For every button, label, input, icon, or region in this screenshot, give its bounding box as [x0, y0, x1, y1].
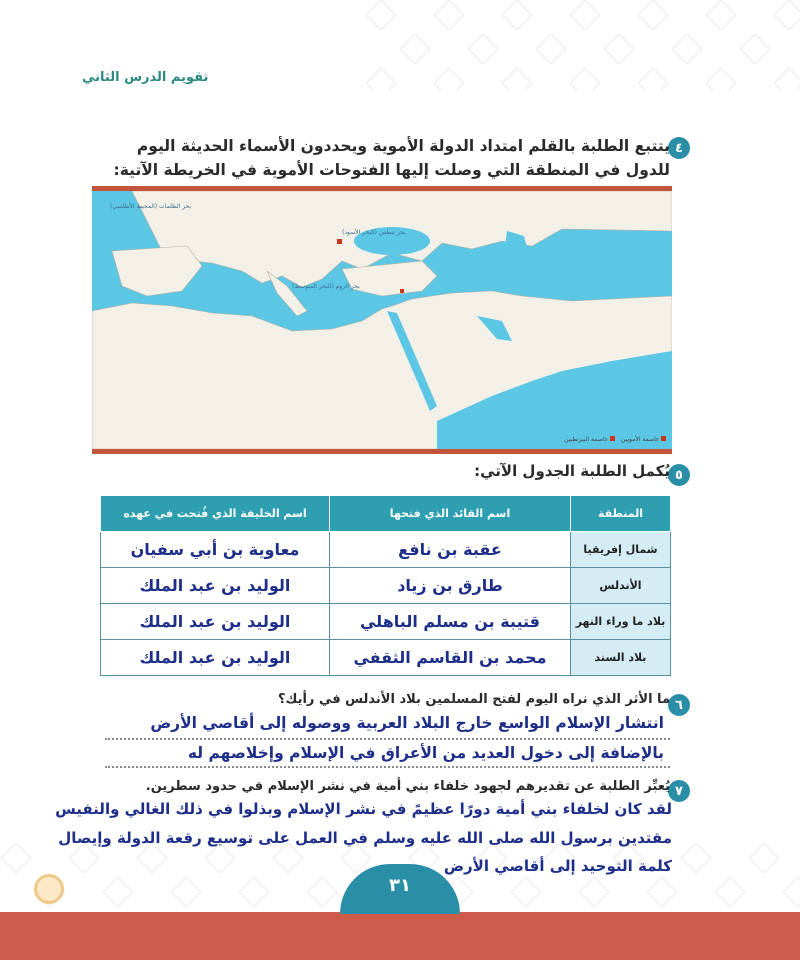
q6-answer-line-1[interactable]: انتشار الإسلام الواسع خارج البلاد العربية ووصوله إلى أقاصي الأرض — [150, 714, 664, 732]
page-number: ٣١ — [340, 864, 460, 914]
pattern-diamond — [102, 876, 133, 907]
legend-umayyad: عاصمة الأمويين — [620, 436, 660, 443]
caliph-cell[interactable]: معاوية بن أبي سفيان — [101, 532, 330, 568]
decorative-pattern-top — [360, 0, 800, 90]
publisher-logo-icon — [34, 874, 64, 904]
pattern-diamond — [272, 842, 303, 873]
question-7-text: يُعبِّر الطلبة عن تقديرهم لجهود خلفاء بني أمية في نشر الإسلام في حدود سطرين. — [145, 779, 670, 794]
pattern-diamond — [170, 876, 201, 907]
question-4-text: يتتبع الطلبة بالقلم امتداد الدولة الأموية ويحددون الأسماء الحديثة اليوم للدول في المنطقة التي وصلت إليها الفتوحات الأموية في الخريطة الآتية: — [113, 137, 670, 179]
question-6-number: ٦ — [668, 694, 690, 716]
pattern-diamond — [680, 842, 711, 873]
pattern-diamond — [782, 876, 800, 907]
atlantic-label: بحر الظلمات (المحيط الأطلسي) — [110, 203, 192, 210]
pattern-diamond — [204, 842, 235, 873]
pattern-diamond — [68, 842, 99, 873]
header-leader: اسم القائد الذي فتحها — [329, 496, 570, 532]
caliph-cell[interactable]: الوليد بن عبد الملك — [101, 568, 330, 604]
pattern-diamond — [535, 33, 566, 64]
leader-cell[interactable]: قتيبة بن مسلم الباهلي — [329, 604, 570, 640]
map-legend — [564, 436, 666, 443]
table-header-row — [101, 496, 671, 532]
pattern-diamond — [238, 876, 269, 907]
question-4-number: ٤ — [668, 137, 690, 159]
pattern-diamond — [748, 842, 779, 873]
pattern-diamond — [739, 33, 770, 64]
q6-answer-line-2[interactable]: بالإضافة إلى دخول العديد من الأعراق في الإسلام وإخلاصهم له — [187, 744, 664, 762]
table-row — [101, 640, 671, 676]
byzantine-capital-marker — [337, 239, 342, 244]
pattern-diamond — [773, 67, 800, 90]
pattern-diamond — [433, 0, 464, 31]
pattern-diamond — [603, 33, 634, 64]
conquests-table — [100, 495, 671, 676]
leader-cell[interactable]: محمد بن القاسم الثقفي — [329, 640, 570, 676]
pattern-diamond — [705, 0, 736, 31]
q7-answer-line-1[interactable]: لقد كان لخلفاء بني أمية دورًا عظيمً في نشر الإسلام وبذلوا في ذلك الغالي والنفيس — [55, 800, 672, 818]
pattern-diamond — [510, 876, 541, 907]
answer-line-1 — [105, 738, 670, 740]
legend-umayyad-swatch — [661, 436, 666, 441]
header-region: المنطقة — [571, 496, 671, 532]
table-row — [101, 532, 671, 568]
black-sea-label: بحر نيطس (البحر الأسود) — [342, 229, 406, 236]
pattern-diamond — [501, 0, 532, 31]
pattern-diamond — [365, 0, 396, 31]
pattern-diamond — [646, 876, 677, 907]
lesson-title: تقويم الدرس الثاني — [82, 70, 209, 85]
pattern-diamond — [467, 33, 498, 64]
leader-cell[interactable]: طارق بن زياد — [329, 568, 570, 604]
region-cell: الأندلس — [571, 568, 671, 604]
legend-byzantine-swatch — [610, 436, 615, 441]
caliph-cell[interactable]: الوليد بن عبد الملك — [101, 604, 330, 640]
region-cell: بلاد ما وراء النهر — [571, 604, 671, 640]
pattern-diamond — [306, 876, 337, 907]
pattern-diamond — [671, 33, 702, 64]
q7-answer-line-3[interactable]: كلمة التوحيد إلى أقاصي الأرض — [443, 857, 672, 875]
pattern-diamond — [501, 67, 532, 90]
pattern-diamond — [399, 33, 430, 64]
pattern-diamond — [637, 0, 668, 31]
region-cell: بلاد السند — [571, 640, 671, 676]
pattern-diamond — [136, 842, 167, 873]
pattern-diamond — [773, 0, 800, 31]
question-5-text: يُكمل الطلبة الجدول الآتي: — [474, 462, 670, 480]
table-row — [101, 568, 671, 604]
header-caliph: اسم الخليفة الذي فُتحت في عهده — [101, 496, 330, 532]
pattern-diamond — [705, 67, 736, 90]
answer-line-2 — [105, 766, 670, 768]
leader-cell[interactable]: عقبة بن نافع — [329, 532, 570, 568]
question-7-number: ٧ — [668, 780, 690, 802]
caliph-cell[interactable]: الوليد بن عبد الملك — [101, 640, 330, 676]
pattern-diamond — [433, 67, 464, 90]
pattern-diamond — [569, 0, 600, 31]
pattern-diamond — [714, 876, 745, 907]
umayyad-map — [92, 186, 672, 454]
question-5-number: ٥ — [668, 464, 690, 486]
pattern-diamond — [365, 67, 396, 90]
legend-byzantine: عاصمة البيزنطيين — [564, 436, 609, 443]
pattern-diamond — [578, 876, 609, 907]
q7-answer-line-2[interactable]: مقتدين برسول الله صلى الله عليه وسلم في العمل على توسيع رقعة الدولة وإيصال — [58, 829, 672, 847]
footer-band — [0, 912, 800, 960]
umayyad-capital-marker — [400, 289, 404, 293]
mediterranean-label: بحر الروم (البحر المتوسط) — [292, 283, 360, 290]
pattern-diamond — [569, 67, 600, 90]
pattern-diamond — [637, 67, 668, 90]
pattern-diamond — [0, 842, 31, 873]
question-6-text: ما الأثر الذي نراه اليوم لفتح المسلمين بلاد الأندلس في رأيك؟ — [277, 692, 670, 707]
table-row — [101, 604, 671, 640]
region-cell: شمال إفريقيا — [571, 532, 671, 568]
